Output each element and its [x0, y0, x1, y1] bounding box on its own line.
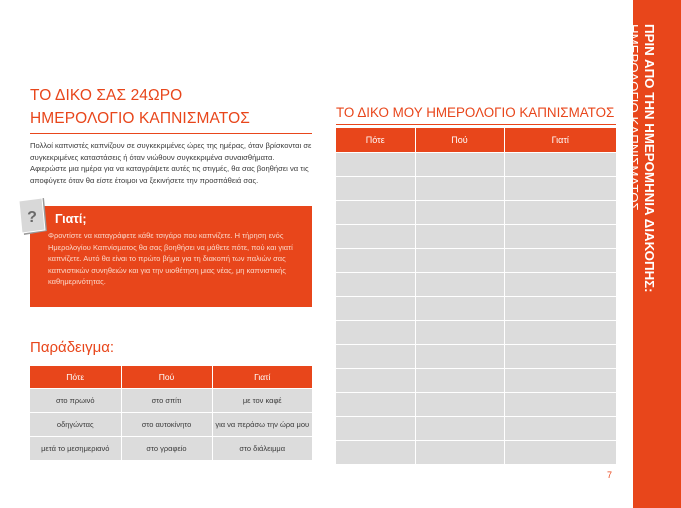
table-row: [30, 388, 312, 412]
why-text: Φροντίστε να καταγράφετε κάθε τσιγάρο που καπνίζετε. Η τήρηση ενός Ημερολογίου Καπνίσματος θα σας βοηθήσει να μάθετε πότε, πού και γιατί καπνίζετε. Αυτό θα είναι το πρώτο βήμα για τη διακοπή των παλιών σας καπνιστικών συνηθειών και για την υιοθέτηση μιας νέας, μη καπνιστικής καθημερινότητας.: [48, 231, 293, 286]
diary-entry-cell[interactable]: [336, 344, 415, 368]
diary-entry-cell[interactable]: [504, 224, 616, 248]
table-row: [30, 436, 312, 460]
table-cell: για να περάσω την ώρα μου: [212, 412, 312, 436]
question-mark-glyph: ?: [27, 209, 37, 226]
table-cell: στο διάλειμμα: [212, 436, 312, 460]
diary-entry-cell[interactable]: [336, 392, 415, 416]
diary-row: [336, 152, 616, 176]
title-line-2: ΗΜΕΡΟΛΟΓΙΟ ΚΑΠΝΙΣΜΑΤΟΣ: [30, 110, 250, 127]
side-band-line-2: ΗΜΕΡΟΛΟΓΙΟ ΚΑΠΝΙΣΜΑΤΟΣ: [626, 24, 641, 211]
why-title: Γιατί;: [55, 212, 87, 226]
diary-row: [336, 440, 616, 464]
diary-entry-cell[interactable]: [415, 416, 504, 440]
diary-header-why: Γιατί: [504, 128, 616, 152]
diary-entry-cell[interactable]: [504, 416, 616, 440]
example-header-why: Γιατί: [212, 366, 312, 388]
diary-entry-cell[interactable]: [504, 392, 616, 416]
example-header-when: Πότε: [30, 366, 121, 388]
side-band-line-1: ΠΡΙΝ ΑΠΟ ΤΗΝ ΗΜΕΡΟΜΗΝΙΑ ΔΙΑΚΟΠΗΣ:: [642, 24, 657, 293]
table-cell: με τον καφέ: [212, 388, 312, 412]
diary-entry-cell[interactable]: [504, 200, 616, 224]
diary-row: [336, 392, 616, 416]
diary-row: [336, 320, 616, 344]
diary-entry-cell[interactable]: [504, 152, 616, 176]
title-line-1: ΤΟ ΔΙΚΟ ΣΑΣ 24ΩΡΟ: [30, 87, 183, 104]
diary-entry-cell[interactable]: [415, 152, 504, 176]
diary-entry-cell[interactable]: [504, 296, 616, 320]
diary-entry-cell[interactable]: [415, 440, 504, 464]
example-title: Παράδειγμα:: [30, 339, 115, 356]
diary-row: [336, 272, 616, 296]
diary-entry-cell[interactable]: [336, 368, 415, 392]
diary-entry-cell[interactable]: [504, 272, 616, 296]
diary-entry-cell[interactable]: [336, 272, 415, 296]
diary-entry-cell[interactable]: [415, 176, 504, 200]
diary-entry-cell[interactable]: [336, 152, 415, 176]
diary-entry-cell[interactable]: [504, 440, 616, 464]
table-cell: στο πρωινό: [30, 388, 121, 412]
diary-entry-cell[interactable]: [336, 200, 415, 224]
diary-entry-cell[interactable]: [415, 248, 504, 272]
diary-entry-cell[interactable]: [336, 176, 415, 200]
diary-entry-cell[interactable]: [415, 392, 504, 416]
table-cell: στο γραφείο: [121, 436, 212, 460]
title-divider: [30, 133, 312, 134]
page-number: 7: [607, 470, 613, 480]
table-cell: οδηγώντας: [30, 412, 121, 436]
diary-title-divider: [336, 124, 616, 125]
question-mark-icon: [18, 198, 48, 236]
diary-entry-cell[interactable]: [504, 176, 616, 200]
diary-row: [336, 344, 616, 368]
diary-row: [336, 200, 616, 224]
side-band-text: [625, 24, 657, 504]
table-cell: στο σπίτι: [121, 388, 212, 412]
diary-entry-cell[interactable]: [336, 224, 415, 248]
diary-entry-cell[interactable]: [415, 200, 504, 224]
diary-entry-cell[interactable]: [415, 344, 504, 368]
example-table: [30, 366, 312, 460]
table-cell: μετά το μεσημεριανό: [30, 436, 121, 460]
diary-row: [336, 296, 616, 320]
diary-entry-cell[interactable]: [504, 320, 616, 344]
diary-header-where: Πού: [415, 128, 504, 152]
diary-entry-cell[interactable]: [415, 368, 504, 392]
diary-entry-cell[interactable]: [504, 248, 616, 272]
diary-entry-cell[interactable]: [504, 344, 616, 368]
diary-entry-cell[interactable]: [415, 224, 504, 248]
diary-entry-cell[interactable]: [415, 320, 504, 344]
intro-paragraph: Πολλοί καπνιστές καπνίζουν σε συγκεκριμένες ώρες της ημέρας, όταν βρίσκονται σε συγκεκριμένες καταστάσεις ή όταν νιώθουν συγκεκριμένα συναισθήματα. Αφιερώστε μια ημέρα για να καταγράψετε αυτές τις στιγμές, θα σας βοηθήσει να τις αποφύγετε όταν θα είστε έτοιμοι να ξεκινήσετε την προσπάθειά σας.: [30, 141, 312, 185]
diary-entry-cell[interactable]: [336, 248, 415, 272]
table-row: [30, 412, 312, 436]
diary-row: [336, 176, 616, 200]
diary-row: [336, 368, 616, 392]
diary-header-when: Πότε: [336, 128, 415, 152]
diary-entry-cell[interactable]: [336, 320, 415, 344]
left-section-title: [30, 84, 312, 134]
diary-entry-cell[interactable]: [415, 296, 504, 320]
diary-title: ΤΟ ΔΙΚΟ ΜΟΥ ΗΜΕΡΟΛΟΓΙΟ ΚΑΠΝΙΣΜΑΤΟΣ: [336, 105, 615, 120]
diary-row: [336, 224, 616, 248]
side-band: [626, 0, 681, 508]
diary-entry-cell[interactable]: [336, 296, 415, 320]
diary-entry-cell[interactable]: [336, 416, 415, 440]
diary-entry-cell[interactable]: [336, 440, 415, 464]
why-callout-box: [30, 206, 312, 307]
diary-row: [336, 248, 616, 272]
example-header-where: Πού: [121, 366, 212, 388]
diary-row: [336, 416, 616, 440]
diary-table: [336, 128, 616, 464]
diary-entry-cell[interactable]: [415, 272, 504, 296]
diary-entry-cell[interactable]: [504, 368, 616, 392]
table-cell: στο αυτοκίνητο: [121, 412, 212, 436]
